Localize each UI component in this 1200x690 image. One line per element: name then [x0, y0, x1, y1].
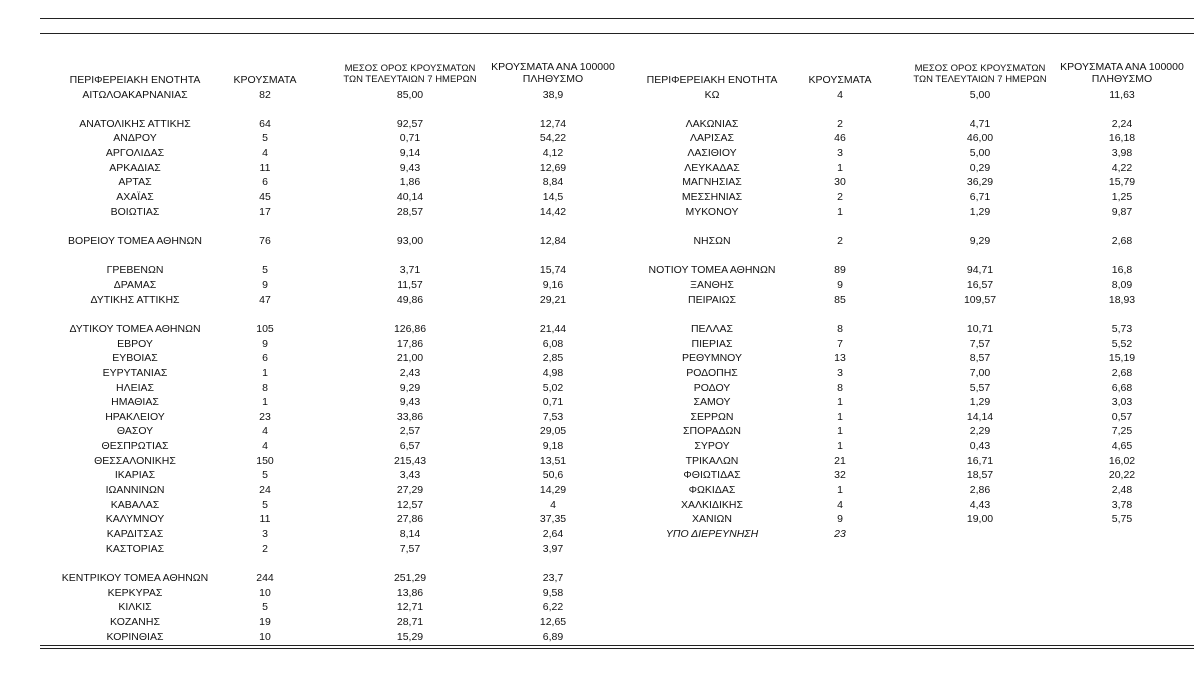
right-avg-cell: 5,00: [969, 88, 991, 101]
left-cases-cell: 5: [262, 469, 268, 482]
right-avg-cell: 7,00: [969, 366, 991, 379]
left-per100k-cell: 5,02: [542, 381, 564, 394]
left-region-cell: ΕΒΡΟΥ: [117, 337, 153, 350]
right-avg-cell: 94,71: [966, 264, 994, 277]
right-cases-cell: 4: [837, 498, 843, 511]
right-avg-cell: 10,71: [966, 322, 994, 335]
right-region-cell: ΞΑΝΘΗΣ: [690, 278, 734, 291]
left-per100k-cell: 29,21: [539, 293, 567, 306]
right-per100k-cell: 5,52: [1111, 337, 1133, 350]
right-region-cell: ΛΑΡΙΣΑΣ: [690, 132, 734, 145]
left-avg-cell: 28,71: [396, 615, 424, 628]
right-avg-cell: 18,57: [966, 469, 994, 482]
left-avg-cell: 9,43: [399, 161, 421, 174]
right-cases-cell: 8: [837, 322, 843, 335]
left-cases-cell: 76: [259, 235, 271, 247]
right-avg-cell: 36,29: [966, 176, 994, 189]
bottom-rule: [40, 645, 1194, 646]
left-avg-cell: 11,57: [397, 278, 423, 291]
right-avg-cell: 109,57: [963, 293, 997, 306]
right-region-cell: ΦΘΙΩΤΙΔΑΣ: [683, 469, 741, 482]
right-region-cell: ΡΟΔΟΥ: [693, 381, 731, 394]
right-avg-cell: 2,86: [969, 484, 991, 497]
right-per100k-cell: 8,09: [1111, 278, 1133, 291]
left-region-cell: ΑΡΚΑΔΙΑΣ: [109, 161, 161, 174]
right-region-cell: ΛΕΥΚΑΔΑΣ: [684, 161, 740, 174]
left-region-cell: ΑΧΑΪΑΣ: [116, 191, 154, 204]
right-region-cell: ΚΩ: [704, 88, 720, 101]
left-avg-cell: 251,29: [393, 571, 427, 584]
left-cases-cell: 4: [262, 440, 268, 453]
left-avg-cell: 9,14: [399, 147, 421, 160]
right-cases-cell: 4: [837, 88, 843, 101]
left-avg-cell: 8,14: [399, 528, 421, 540]
left-per100k-cell: 14,29: [539, 484, 567, 497]
right-avg-cell: 7,57: [969, 337, 991, 350]
left-avg-cell: 12,57: [396, 498, 424, 511]
right-region-cell: ΝΗΣΩΝ: [693, 235, 731, 247]
right-cases-cell: 13: [834, 352, 846, 365]
right-cases-cell: 23: [834, 528, 846, 540]
left-per100k-cell: 4,98: [542, 366, 564, 379]
left-region-cell: ΒΟΙΩΤΙΑΣ: [110, 205, 160, 218]
left-per100k-cell: 50,6: [542, 469, 564, 482]
right-per100k-cell: 6,68: [1111, 381, 1133, 394]
left-cases-cell: 11: [259, 161, 271, 174]
right-avg-cell: 5,00: [969, 147, 991, 160]
left-per100k-cell: 3,97: [542, 542, 564, 555]
left-region-cell: ΚΟΖΑΝΗΣ: [110, 615, 160, 628]
left-header-region: ΠΕΡΙΦΕΡΕΙΑΚΗ ΕΝΟΤΗΤΑ: [69, 74, 201, 86]
right-cases-cell: 9: [837, 278, 843, 291]
right-avg-cell: 6,71: [969, 191, 991, 204]
right-cases-cell: 2: [837, 191, 843, 204]
left-region-cell: ΕΥΒΟΙΑΣ: [112, 352, 158, 365]
left-per100k-cell: 9,16: [542, 278, 564, 291]
left-region-cell: ΑΡΤΑΣ: [118, 176, 152, 189]
left-per100k-cell: 12,74: [539, 117, 567, 130]
left-per100k-cell: 6,08: [542, 337, 564, 350]
left-region-cell: ΗΛΕΙΑΣ: [115, 381, 154, 394]
right-cases-cell: 1: [837, 396, 843, 409]
left-region-cell: ΚΕΝΤΡΙΚΟΥ ΤΟΜΕΑ ΑΘΗΝΩΝ: [61, 571, 209, 584]
left-avg-cell: 7,57: [399, 542, 421, 555]
left-cases-cell: 19: [259, 615, 271, 628]
left-header-cases: ΚΡΟΥΣΜΑΤΑ: [233, 74, 297, 86]
right-cases-cell: 9: [837, 513, 843, 526]
left-region-cell: ΚΑΒΑΛΑΣ: [110, 498, 160, 511]
left-region-cell: ΑΝΑΤΟΛΙΚΗΣ ΑΤΤΙΚΗΣ: [79, 117, 191, 130]
right-cases-cell: 2: [837, 235, 843, 247]
right-per100k-cell: 16,02: [1108, 454, 1136, 467]
right-avg-cell: 19,00: [966, 513, 994, 526]
left-region-cell: ΑΡΓΟΛΙΔΑΣ: [105, 147, 165, 160]
left-per100k-cell: 7,53: [542, 410, 564, 423]
left-region-cell: ΚΑΣΤΟΡΙΑΣ: [105, 542, 165, 555]
right-per100k-cell: 3,78: [1111, 498, 1133, 511]
right-avg-cell: 8,57: [969, 352, 991, 365]
right-region-cell: ΥΠΟ ΔΙΕΡΕΥΝΗΣΗ: [665, 528, 759, 540]
right-region-cell: ΛΑΣΙΘΙΟΥ: [687, 147, 737, 160]
left-cases-cell: 10: [259, 630, 271, 643]
right-per100k-cell: 7,25: [1111, 425, 1133, 438]
left-region-cell: ΚΑΡΔΙΤΣΑΣ: [106, 528, 164, 540]
left-cases-cell: 1: [262, 366, 268, 379]
left-per100k-cell: 12,69: [539, 161, 567, 174]
right-per100k-cell: 3,03: [1111, 396, 1133, 409]
right-region-cell: ΤΡΙΚΑΛΩΝ: [685, 454, 739, 467]
left-avg-cell: 126,86: [393, 322, 427, 335]
right-cases-cell: 85: [834, 293, 846, 306]
right-region-cell: ΡΕΘΥΜΝΟΥ: [681, 352, 742, 365]
right-per100k-cell: 4,22: [1111, 161, 1133, 174]
right-per100k-cell: 15,79: [1108, 176, 1136, 189]
left-avg-cell: 21,00: [396, 352, 424, 365]
right-per100k-cell: 3,98: [1111, 147, 1133, 160]
right-avg-cell: 16,57: [966, 278, 994, 291]
right-header-per100k-line2: ΠΛΗΘΥΣΜΟ: [1091, 73, 1153, 85]
left-per100k-cell: 6,89: [542, 630, 564, 643]
right-per100k-cell: 4,65: [1111, 440, 1133, 453]
left-region-cell: ΔΥΤΙΚΗΣ ΑΤΤΙΚΗΣ: [90, 293, 180, 306]
right-cases-cell: 2: [837, 117, 843, 130]
right-avg-cell: 46,00: [966, 132, 994, 145]
left-avg-cell: 28,57: [396, 205, 424, 218]
left-avg-cell: 13,86: [396, 586, 424, 599]
right-header-cases: ΚΡΟΥΣΜΑΤΑ: [808, 74, 872, 86]
right-per100k-cell: 5,73: [1111, 322, 1133, 335]
left-per100k-cell: 9,18: [542, 440, 564, 453]
right-region-cell: ΧΑΛΚΙΔΙΚΗΣ: [681, 498, 743, 511]
left-cases-cell: 17: [259, 205, 271, 218]
left-cases-cell: 6: [262, 352, 268, 365]
right-per100k-cell: 2,48: [1111, 484, 1133, 497]
left-cases-cell: 150: [256, 454, 274, 467]
left-cases-cell: 24: [259, 484, 271, 497]
right-region-cell: ΜΥΚΟΝΟΥ: [685, 205, 739, 218]
left-cases-cell: 8: [262, 381, 268, 394]
right-cases-cell: 89: [834, 264, 846, 277]
left-avg-cell: 3,71: [399, 264, 421, 277]
left-cases-cell: 4: [262, 425, 268, 438]
right-cases-cell: 7: [837, 337, 843, 350]
left-per100k-cell: 6,22: [542, 601, 564, 614]
right-region-cell: ΝΟΤΙΟΥ ΤΟΜΕΑ ΑΘΗΝΩΝ: [648, 264, 776, 277]
left-per100k-cell: 54,22: [539, 132, 567, 145]
left-per100k-cell: 4: [550, 498, 556, 511]
right-region-cell: ΧΑΝΙΩΝ: [692, 513, 732, 526]
right-region-cell: ΜΑΓΝΗΣΙΑΣ: [682, 176, 742, 189]
right-cases-cell: 32: [834, 469, 846, 482]
left-region-cell: ΚΙΛΚΙΣ: [118, 601, 152, 614]
left-cases-cell: 9: [262, 337, 268, 350]
left-region-cell: ΓΡΕΒΕΝΩΝ: [106, 264, 164, 277]
left-region-cell: ΕΥΡΥΤΑΝΙΑΣ: [102, 366, 168, 379]
left-per100k-cell: 29,05: [539, 425, 567, 438]
left-cases-cell: 6: [262, 176, 268, 189]
left-cases-cell: 5: [262, 498, 268, 511]
left-cases-cell: 23: [259, 410, 271, 423]
left-avg-cell: 92,57: [396, 117, 424, 130]
right-cases-cell: 46: [834, 132, 846, 145]
left-avg-cell: 12,71: [396, 601, 424, 614]
left-region-cell: ΒΟΡΕΙΟΥ ΤΟΜΕΑ ΑΘΗΝΩΝ: [68, 235, 202, 247]
right-avg-cell: 9,29: [969, 235, 991, 247]
right-avg-cell: 5,57: [969, 381, 991, 394]
left-region-cell: ΑΝΔΡΟΥ: [113, 132, 157, 145]
left-avg-cell: 9,43: [399, 396, 421, 409]
right-per100k-cell: 15,19: [1108, 352, 1136, 365]
left-per100k-cell: 21,44: [539, 322, 567, 335]
left-region-cell: ΙΩΑΝΝΙΝΩΝ: [105, 484, 165, 497]
left-avg-cell: 33,86: [396, 410, 424, 423]
right-avg-cell: 1,29: [969, 205, 991, 218]
right-region-cell: ΜΕΣΣΗΝΙΑΣ: [681, 191, 743, 204]
right-avg-cell: 2,29: [969, 425, 991, 438]
left-region-cell: ΘΕΣΠΡΩΤΙΑΣ: [101, 440, 169, 453]
right-cases-cell: 1: [837, 425, 843, 438]
right-per100k-cell: 18,93: [1108, 293, 1136, 306]
left-per100k-cell: 12,65: [539, 615, 567, 628]
left-per100k-cell: 14,42: [539, 205, 567, 218]
left-cases-cell: 10: [259, 586, 271, 599]
left-per100k-cell: 4,12: [542, 147, 564, 160]
right-per100k-cell: 20,22: [1108, 469, 1136, 482]
right-per100k-cell: 2,68: [1111, 366, 1133, 379]
right-header-region: ΠΕΡΙΦΕΡΕΙΑΚΗ ΕΝΟΤΗΤΑ: [646, 74, 778, 86]
left-avg-cell: 49,86: [396, 293, 424, 306]
right-avg-cell: 4,71: [969, 117, 991, 130]
right-region-cell: ΠΙΕΡΙΑΣ: [691, 337, 733, 350]
left-header-avg-line1: ΜΕΣΟΣ ΟΡΟΣ ΚΡΟΥΣΜΑΤΩΝ: [344, 63, 476, 74]
left-avg-cell: 3,43: [399, 469, 421, 482]
right-region-cell: ΠΕΙΡΑΙΩΣ: [688, 293, 736, 306]
right-cases-cell: 1: [837, 205, 843, 218]
left-per100k-cell: 14,5: [542, 191, 564, 204]
left-cases-cell: 5: [262, 132, 268, 145]
right-header-avg-line1: ΜΕΣΟΣ ΟΡΟΣ ΚΡΟΥΣΜΑΤΩΝ: [914, 63, 1046, 74]
right-per100k-cell: 16,8: [1111, 264, 1133, 277]
left-region-cell: ΘΕΣΣΑΛΟΝΙΚΗΣ: [94, 454, 176, 467]
left-region-cell: ΙΚΑΡΙΑΣ: [114, 469, 156, 482]
left-avg-cell: 1,86: [399, 176, 421, 189]
right-avg-cell: 16,71: [966, 454, 994, 467]
left-per100k-cell: 13,51: [539, 454, 567, 467]
right-cases-cell: 8: [837, 381, 843, 394]
left-avg-cell: 27,86: [396, 513, 424, 526]
left-region-cell: ΑΙΤΩΛΟΑΚΑΡΝΑΝΙΑΣ: [82, 88, 188, 101]
right-cases-cell: 21: [834, 454, 846, 467]
left-region-cell: ΚΑΛΥΜΝΟΥ: [105, 513, 165, 526]
left-per100k-cell: 2,64: [542, 528, 564, 540]
right-region-cell: ΡΟΔΟΠΗΣ: [686, 366, 738, 379]
right-header-per100k-line1: ΚΡΟΥΣΜΑΤΑ ΑΝΑ 100000: [1060, 61, 1184, 73]
right-cases-cell: 1: [837, 484, 843, 497]
left-cases-cell: 3: [262, 528, 268, 540]
left-per100k-cell: 9,58: [542, 586, 564, 599]
left-cases-cell: 64: [259, 117, 271, 130]
left-cases-cell: 105: [256, 322, 274, 335]
left-per100k-cell: 8,84: [542, 176, 564, 189]
left-avg-cell: 2,43: [399, 366, 421, 379]
left-header-avg-line2: ΤΩΝ ΤΕΛΕΥΤΑΙΩΝ 7 ΗΜΕΡΩΝ: [343, 74, 477, 85]
right-region-cell: ΦΩΚΙΔΑΣ: [688, 484, 736, 497]
right-avg-cell: 14,14: [966, 410, 994, 423]
left-avg-cell: 93,00: [396, 235, 424, 247]
right-header-avg-line2: ΤΩΝ ΤΕΛΕΥΤΑΙΩΝ 7 ΗΜΕΡΩΝ: [913, 74, 1047, 85]
left-region-cell: ΚΟΡΙΝΘΙΑΣ: [106, 630, 164, 643]
left-per100k-cell: 12,84: [539, 235, 567, 247]
left-per100k-cell: 2,85: [542, 352, 564, 365]
right-per100k-cell: 0,57: [1111, 410, 1133, 423]
left-cases-cell: 5: [262, 601, 268, 614]
left-avg-cell: 6,57: [399, 440, 421, 453]
left-per100k-cell: 0,71: [542, 396, 564, 409]
left-cases-cell: 244: [256, 571, 274, 584]
left-per100k-cell: 38,9: [542, 88, 564, 101]
right-per100k-cell: 5,75: [1111, 513, 1133, 526]
right-avg-cell: 1,29: [969, 396, 991, 409]
right-region-cell: ΣΠΟΡΑΔΩΝ: [683, 425, 741, 438]
left-avg-cell: 0,71: [399, 132, 421, 145]
left-avg-cell: 9,29: [399, 381, 421, 394]
left-cases-cell: 1: [262, 396, 268, 409]
left-header-per100k-line2: ΠΛΗΘΥΣΜΟ: [522, 73, 584, 85]
left-cases-cell: 11: [259, 513, 271, 526]
left-region-cell: ΔΥΤΙΚΟΥ ΤΟΜΕΑ ΑΘΗΝΩΝ: [69, 322, 201, 335]
top-rule: [40, 18, 1194, 19]
right-cases-cell: 1: [837, 410, 843, 423]
right-avg-cell: 4,43: [969, 498, 991, 511]
left-region-cell: ΘΑΣΟΥ: [116, 425, 154, 438]
right-per100k-cell: 2,24: [1111, 117, 1133, 130]
left-avg-cell: 40,14: [396, 191, 424, 204]
right-avg-cell: 0,43: [969, 440, 991, 453]
left-cases-cell: 4: [262, 147, 268, 160]
left-header-per100k-line1: ΚΡΟΥΣΜΑΤΑ ΑΝΑ 100000: [491, 61, 615, 73]
left-avg-cell: 17,86: [396, 337, 424, 350]
right-cases-cell: 1: [837, 161, 843, 174]
right-per100k-cell: 11,63: [1109, 88, 1135, 101]
left-avg-cell: 2,57: [399, 425, 421, 438]
left-avg-cell: 85,00: [396, 88, 424, 101]
right-cases-cell: 1: [837, 440, 843, 453]
bottom-rule-2: [40, 648, 1194, 649]
left-cases-cell: 47: [259, 293, 271, 306]
left-cases-cell: 45: [259, 191, 271, 204]
right-cases-cell: 3: [837, 366, 843, 379]
right-per100k-cell: 1,25: [1111, 191, 1133, 204]
left-per100k-cell: 37,35: [539, 513, 567, 526]
right-region-cell: ΠΕΛΛΑΣ: [690, 322, 734, 335]
left-per100k-cell: 23,7: [542, 571, 564, 584]
right-avg-cell: 0,29: [969, 161, 991, 174]
right-region-cell: ΣΑΜΟΥ: [693, 396, 731, 409]
right-cases-cell: 30: [834, 176, 846, 189]
right-per100k-cell: 9,87: [1111, 205, 1133, 218]
left-cases-cell: 5: [262, 264, 268, 277]
left-region-cell: ΚΕΡΚΥΡΑΣ: [107, 586, 163, 599]
top-rule-2: [40, 33, 1194, 34]
left-cases-cell: 82: [259, 88, 271, 101]
left-region-cell: ΗΜΑΘΙΑΣ: [111, 396, 159, 409]
left-region-cell: ΔΡΑΜΑΣ: [113, 278, 157, 291]
left-avg-cell: 215,43: [393, 454, 427, 467]
right-region-cell: ΛΑΚΩΝΙΑΣ: [685, 117, 739, 130]
left-per100k-cell: 15,74: [539, 264, 567, 277]
right-per100k-cell: 16,18: [1108, 132, 1136, 145]
right-cases-cell: 3: [837, 147, 843, 160]
left-region-cell: ΗΡΑΚΛΕΙΟΥ: [105, 410, 165, 423]
left-cases-cell: 2: [262, 542, 268, 555]
right-region-cell: ΣΥΡΟΥ: [694, 440, 730, 453]
right-region-cell: ΣΕΡΡΩΝ: [690, 410, 734, 423]
left-avg-cell: 27,29: [396, 484, 424, 497]
right-per100k-cell: 2,68: [1111, 235, 1133, 247]
left-cases-cell: 9: [262, 278, 268, 291]
left-avg-cell: 15,29: [396, 630, 424, 643]
